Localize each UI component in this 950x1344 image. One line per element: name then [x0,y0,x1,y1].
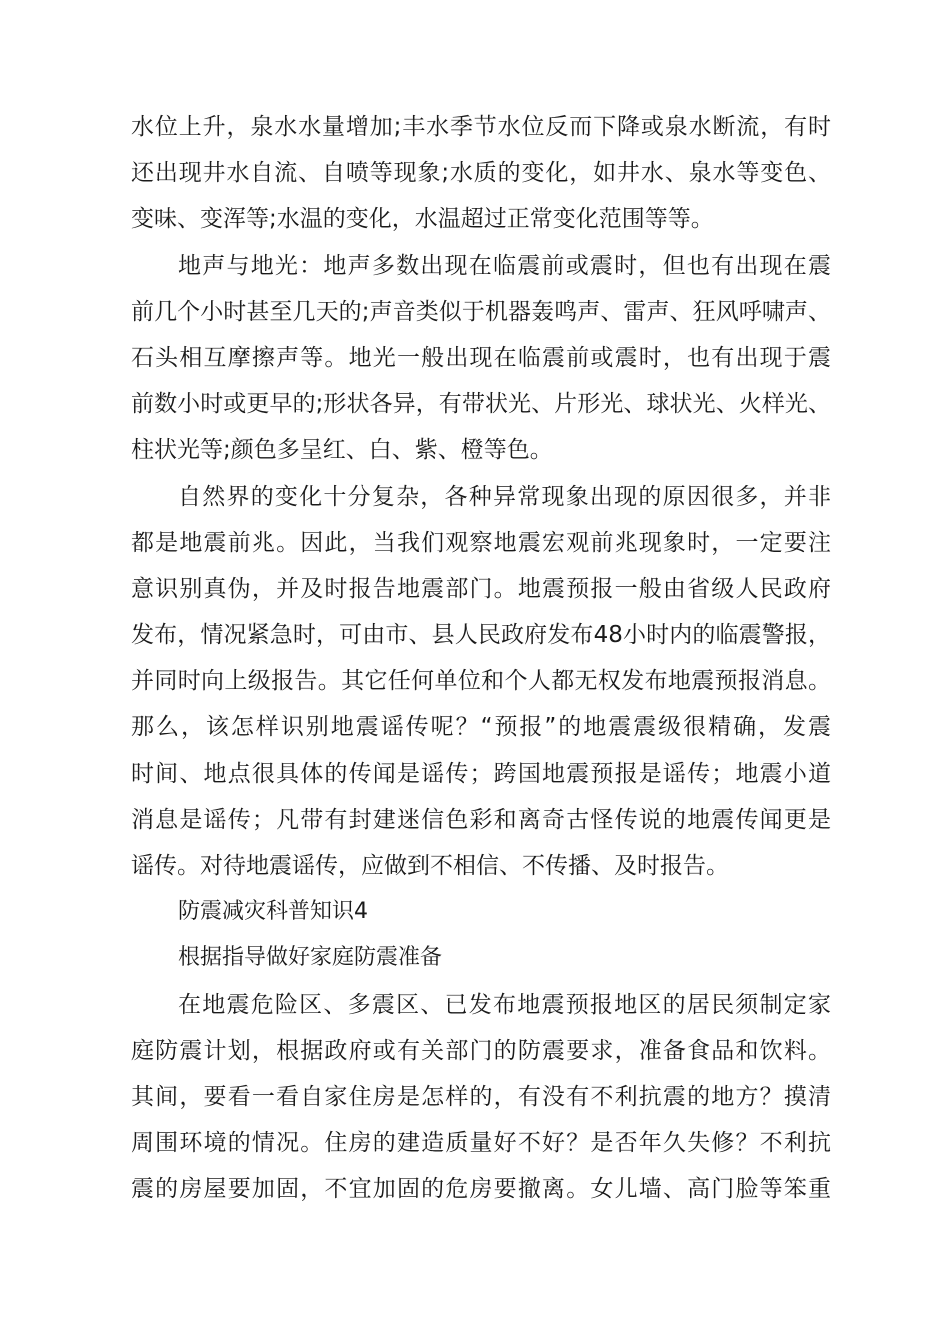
text-line: 石头相互摩擦声等。地光一般出现在临震前或震时，也有出现于震 [131,344,831,371]
text-line: 其间，要看一看自家住房是怎样的，有没有不利抗震的地方？摸清 [131,1083,831,1110]
text-line: 意识别真伪，并及时报告地震部门。地震预报一般由省级人民政府 [131,575,831,602]
text-line: 消息是谣传；凡带有封建迷信色彩和离奇古怪传说的地震传闻更是 [131,806,831,833]
text-line: 柱状光等;颜色多呈红、白、紫、橙等色。 [131,437,553,464]
text-line: 谣传。对待地震谣传，应做到不相信、不传播、及时报告。 [131,853,729,879]
text-line: 并同时向上级报告。其它任何单位和个人都无权发布地震预报消息。 [131,668,831,695]
text-line: 前几个小时甚至几天的;声音类似于机器轰鸣声、雷声、狂风呼啸声、 [131,298,831,325]
text-line: 庭防震计划，根据政府或有关部门的防震要求，准备食品和饮料。 [131,1037,831,1064]
text-line: 那么，该怎样识别地震谣传呢？“预报”的地震震级很精确，发震 [131,714,831,741]
text-line: 都是地震前兆。因此，当我们观察地震宏观前兆现象时，一定要注 [131,529,831,556]
text-line: 时间、地点很具体的传闻是谣传；跨国地震预报是谣传；地震小道 [131,760,831,787]
document-body [131,104,831,1213]
paragraph-start-line: 自然界的变化十分复杂，各种异常现象出现的原因很多，并非 [178,483,831,510]
text-line: 前数小时或更早的;形状各异，有带状光、片形光、球状光、火样光、 [131,391,831,418]
section-subheading: 根据指导做好家庭防震准备 [178,945,443,971]
text-line: 发布，情况紧急时，可由市、县人民政府发布48小时内的临震警报， [131,622,831,649]
paragraph-start-line: 在地震危险区、多震区、已发布地震预报地区的居民须制定家 [178,991,831,1018]
text-line: 还出现井水自流、自喷等现象;水质的变化，如井水、泉水等变色、 [131,160,831,187]
text-line: 水位上升，泉水水量增加;丰水季节水位反而下降或泉水断流，有时 [131,114,831,140]
section-heading: 防震减灾科普知识4 [178,899,368,925]
paragraph-start-line: 地声与地光：地声多数出现在临震前或震时，但也有出现在震 [178,252,831,279]
text-line: 变味、变浑等;水温的变化，水温超过正常变化范围等等。 [131,206,714,233]
text-line: 周围环境的情况。住房的建造质量好不好？是否年久失修？不利抗 [131,1130,831,1157]
text-line: 震的房屋要加固，不宜加固的危房要撤离。女儿墙、高门脸等笨重 [131,1176,831,1203]
